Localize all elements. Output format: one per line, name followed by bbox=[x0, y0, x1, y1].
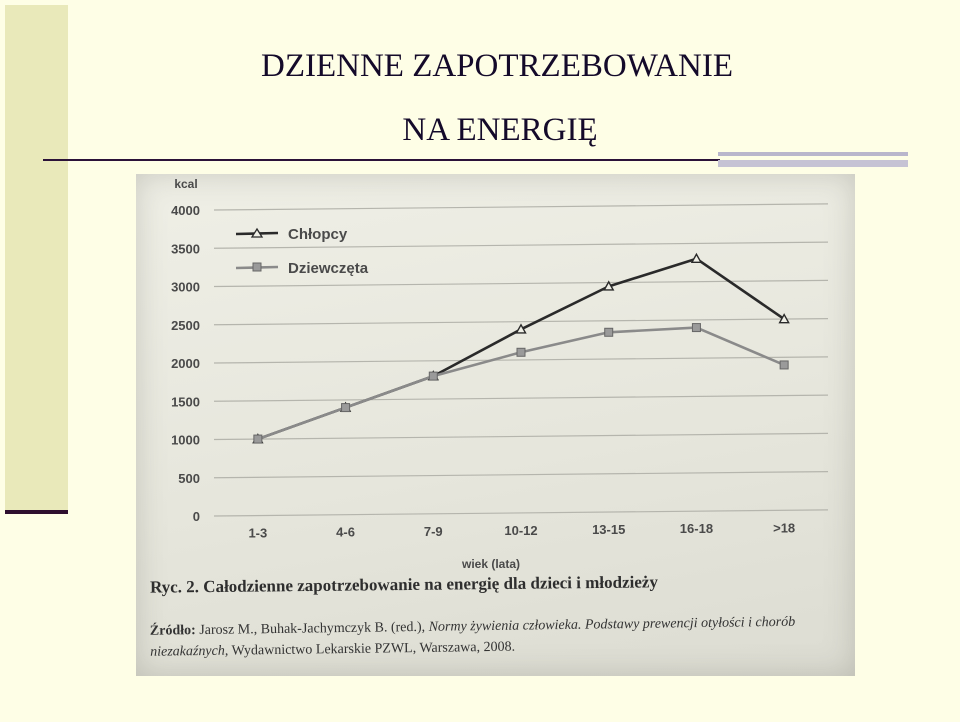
line-chart bbox=[136, 174, 855, 574]
slide-title-line-1 bbox=[0, 48, 960, 85]
y-tick-label-0: 0 bbox=[192, 509, 200, 524]
x-tick-label-5: 16-18 bbox=[679, 521, 714, 537]
gridline-500 bbox=[214, 472, 828, 478]
series-1-point-2 bbox=[429, 372, 437, 380]
series-1-point-3 bbox=[517, 348, 525, 356]
legend-layer bbox=[236, 226, 369, 277]
gridline-4000 bbox=[214, 204, 828, 210]
legend-marker-1 bbox=[253, 263, 261, 271]
y-tick-label-3000: 3000 bbox=[171, 279, 200, 295]
x-tick-label-1: 4-6 bbox=[336, 524, 355, 540]
series-line-1 bbox=[258, 328, 784, 439]
slide-title-line-2: NA ENERGIĘ bbox=[402, 112, 598, 148]
y-tick-label-1500: 1500 bbox=[171, 394, 200, 410]
legend-label-1: Dziewczęta bbox=[288, 260, 369, 277]
source-publisher: Wydawnictwo Lekarskie PZWL, Warszawa, 2008. bbox=[231, 639, 516, 659]
y-tick-label-2500: 2500 bbox=[171, 317, 200, 333]
title-rule-dark bbox=[43, 159, 720, 161]
gridline-0 bbox=[214, 510, 828, 516]
x-tick-label-6: >18 bbox=[773, 520, 796, 536]
chart-photo bbox=[136, 174, 855, 676]
figure-source bbox=[150, 611, 831, 662]
series-layer bbox=[253, 254, 788, 443]
grid-layer bbox=[214, 204, 828, 516]
y-tick-label-3500: 3500 bbox=[171, 241, 200, 257]
slide-title-line-1-text: DZIENNE ZAPOTRZEBOWANIE bbox=[260, 48, 733, 84]
series-1-point-5 bbox=[692, 324, 700, 332]
axis-layer bbox=[171, 177, 795, 571]
series-1-point-1 bbox=[342, 404, 350, 412]
x-tick-label-3: 10-12 bbox=[504, 522, 538, 538]
series-1-point-6 bbox=[780, 361, 788, 369]
y-tick-label-4000: 4000 bbox=[171, 203, 200, 218]
x-axis-label: wiek (lata) bbox=[461, 557, 521, 571]
gridline-1000 bbox=[214, 433, 828, 439]
legend-label-0: Chłopcy bbox=[288, 226, 348, 243]
gridline-3500 bbox=[214, 242, 828, 248]
y-axis-unit-label: kcal bbox=[174, 177, 198, 191]
gridline-2000 bbox=[214, 357, 828, 363]
series-1-point-4 bbox=[605, 328, 613, 336]
gridline-1500 bbox=[214, 395, 828, 401]
source-label: Źródło: bbox=[149, 623, 196, 639]
y-tick-label-1000: 1000 bbox=[171, 432, 200, 448]
series-0-point-5 bbox=[692, 254, 701, 262]
y-tick-label-500: 500 bbox=[178, 470, 200, 486]
source-authors: Jarosz M., Buhak-Jachymczyk B. (red.), bbox=[199, 619, 426, 639]
x-tick-label-2: 7-9 bbox=[423, 523, 443, 539]
title-rule-grey bbox=[718, 152, 908, 167]
x-tick-label-0: 1-3 bbox=[248, 525, 268, 541]
series-1-point-0 bbox=[254, 435, 262, 443]
figure-caption: Ryc. 2. Całodzienne zapotrzebowanie na energię dla dzieci i młodzieży bbox=[149, 572, 658, 597]
decorative-side-bar-underline bbox=[5, 510, 68, 514]
source-book-title: Normy żywienia człowieka. Podstawy prewencji otyłości i chorób niezakaźnych, bbox=[150, 614, 796, 660]
x-tick-label-4: 13-15 bbox=[592, 522, 626, 538]
y-tick-label-2000: 2000 bbox=[171, 356, 200, 371]
